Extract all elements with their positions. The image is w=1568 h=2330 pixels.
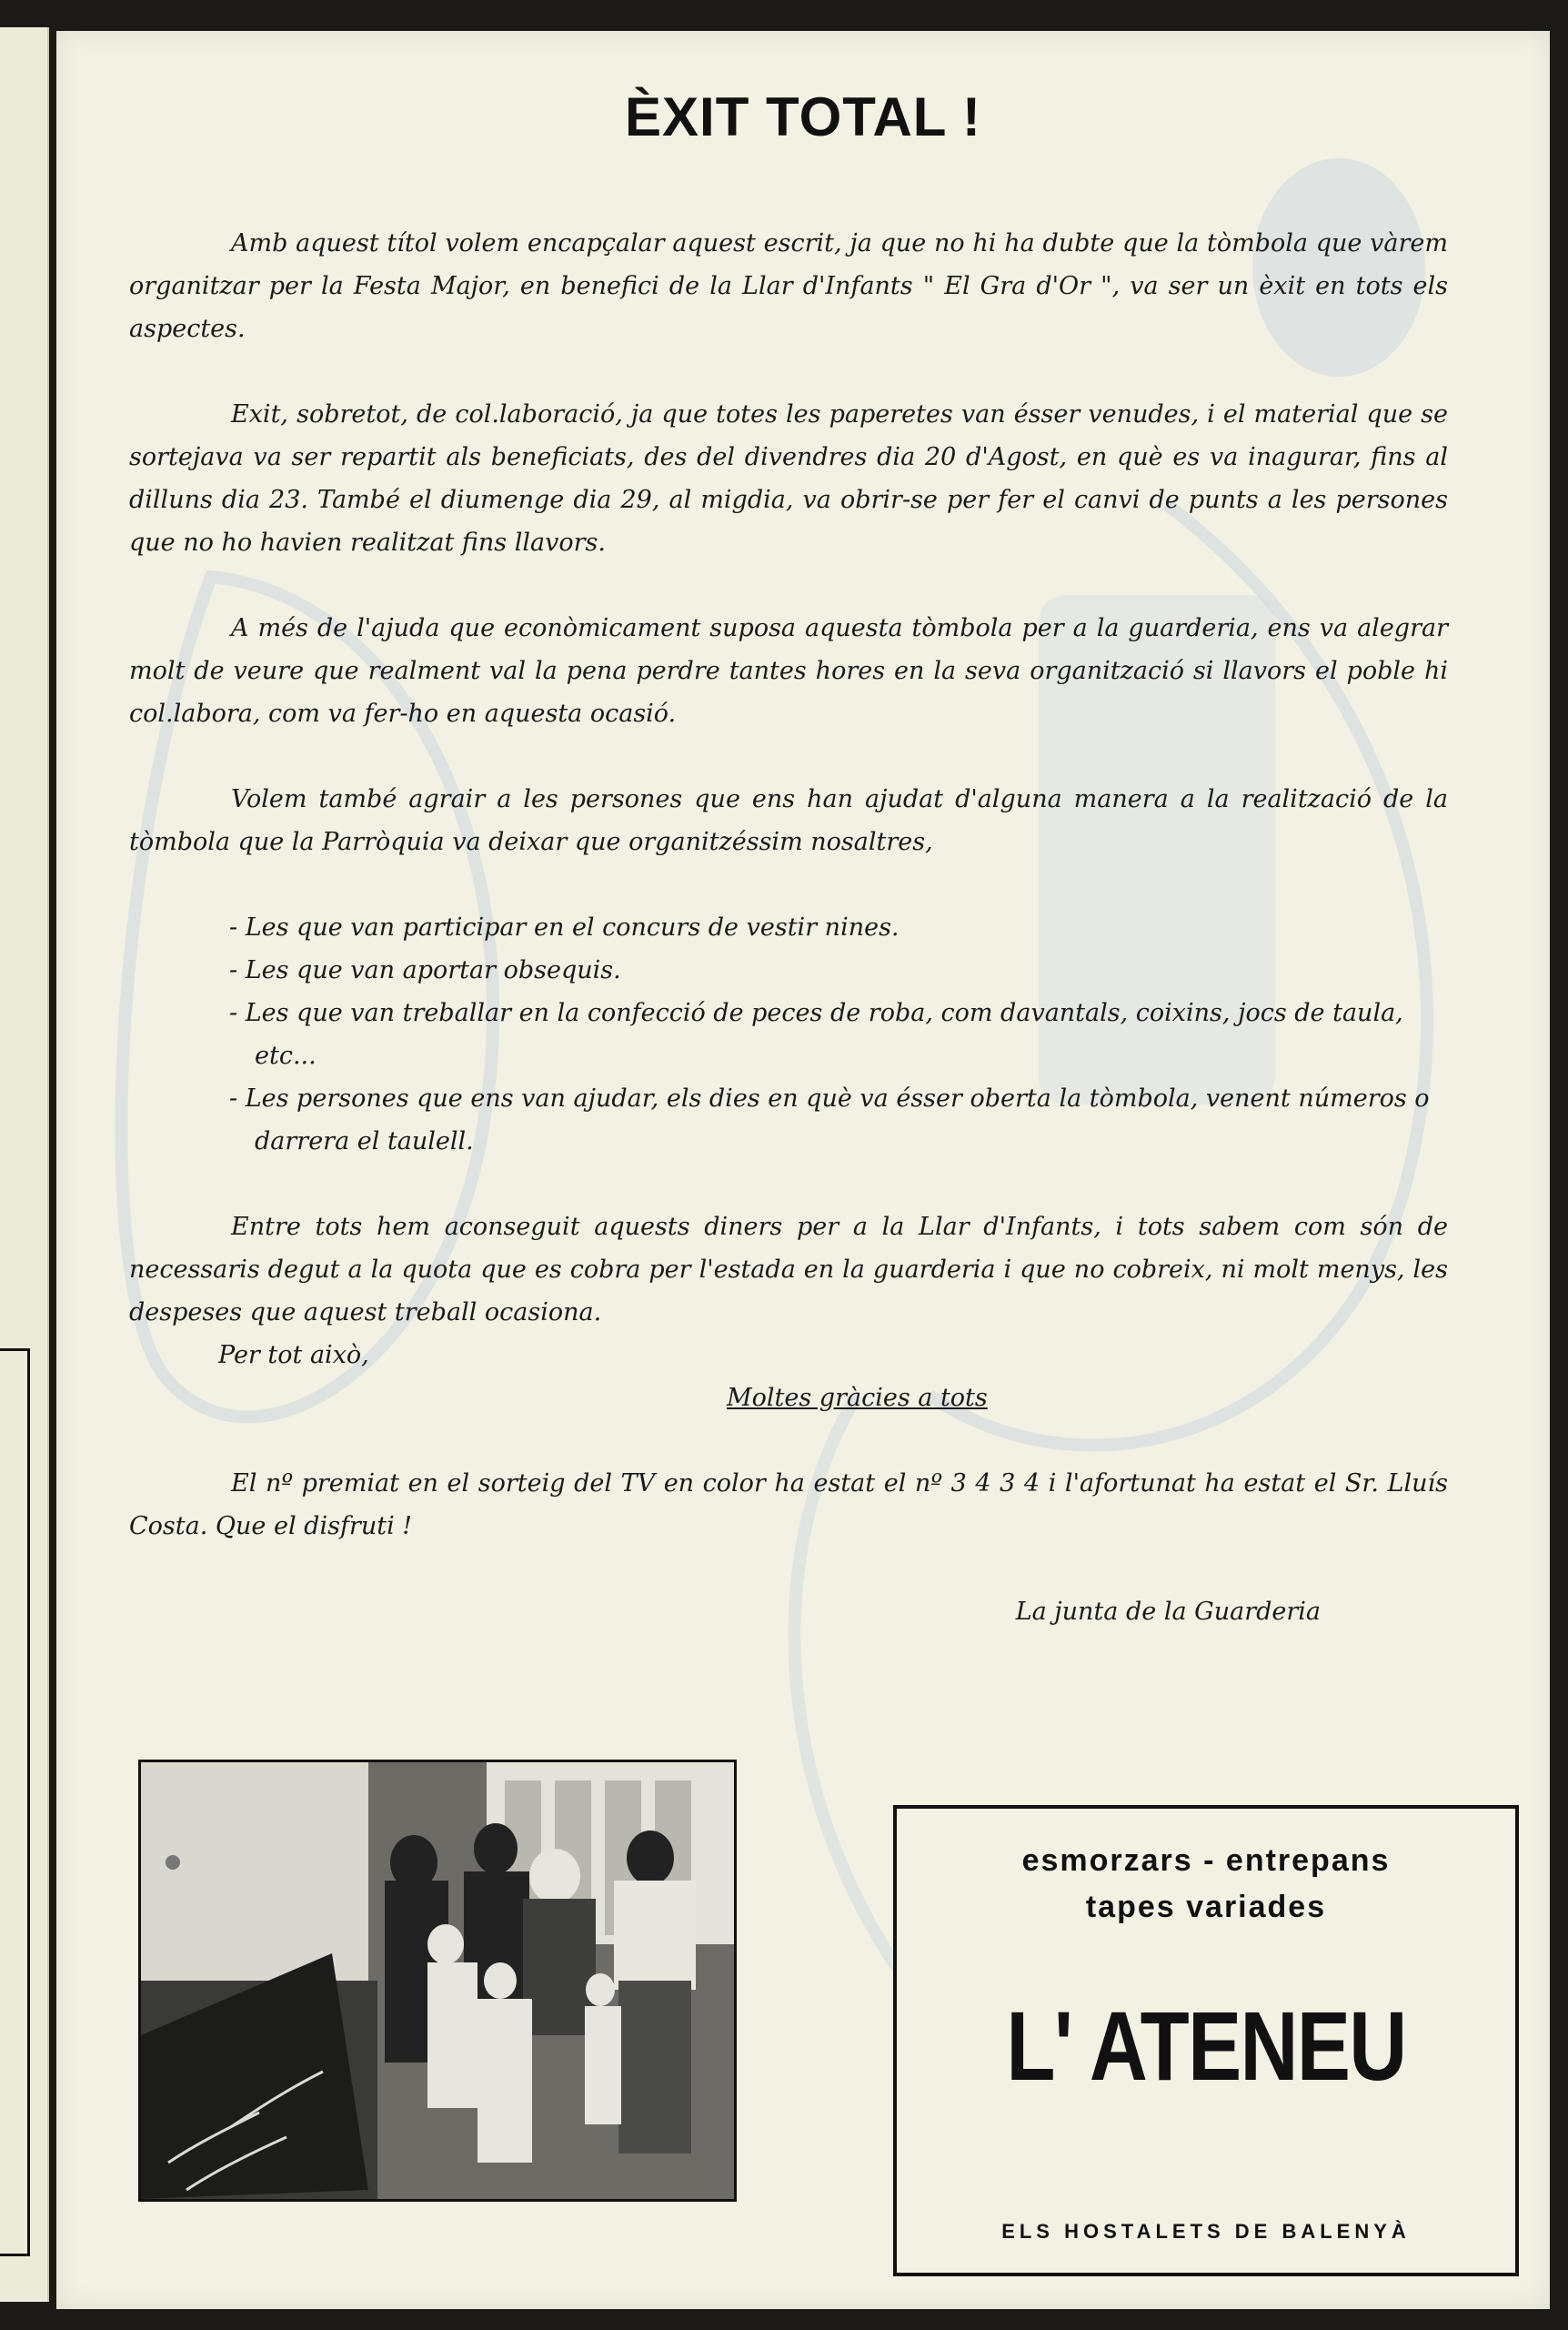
paragraph-help: A més de l'ajuda que econòmicament suposa aquesta tòmbola per a la guarderia, ens va alegrar molt de veure que realment val la pena perdre tantes hores en la seva organització si llavors el poble hi col.labora, com va fer-ho en aquesta ocasió. (129, 614, 1448, 728)
article-body (129, 222, 1448, 1633)
list-item: - Les persones que ens van ajudar, els dies en què va ésser oberta la tòmbola, venent números o darrera el taulell. (229, 1084, 1430, 1155)
article-title: ÈXIT TOTAL ! (624, 86, 981, 147)
adjacent-page-box (0, 1348, 30, 2256)
list-item: - Les que van participar en el concurs de vestir nines. (229, 913, 900, 942)
paragraph-closing: Entre tots hem aconseguit aquests diners per a la Llar d'Infants, i tots sabem com són de necessaris degut a la quota que es cobra per l'estada en la guarderia i que no cobreix, ni molt menys, les despeses que aquest treball ocasiona. (129, 1213, 1448, 1326)
photo-image (141, 1762, 734, 2199)
thanks-list (129, 906, 1448, 1163)
paragraph-intro: Amb aquest títol volem encapçalar aquest escrit, ja que no hi ha dubte que la tòmbola que vàrem organitzar per la Festa Major, en benefici de la Llar d'Infants " El Gra d'Or ", va ser un èxit en tots els aspectes. (129, 229, 1448, 343)
signature: La junta de la Guarderia (1015, 1598, 1321, 1626)
advert-brand: L' ATENEU (1006, 1991, 1406, 2101)
paragraph-collaboration: Exit, sobretot, de col.laboració, ja que totes les paperetes van ésser venudes, i el material que se sortejava va ser repartit als beneficiats, des del divendres dia 20 d'Agost, en què es va inagurar, fins al dilluns dia 23. També el diumenge dia 29, al migdia, va obrir-se per fer el canvi de punts a les persones que no ho havien realitzat fins llavors. (129, 400, 1448, 557)
photo-tombola (138, 1760, 737, 2202)
magazine-page (56, 31, 1550, 2309)
per-tot-aixo: Per tot això, (218, 1341, 369, 1369)
paragraph-thanks: Volem també agrair a les persones que ens han ajudat d'alguna manera a la realització de la tòmbola que la Parròquia va deixar que organitzéssim nosaltres, (129, 785, 1448, 856)
ateneu-advert (893, 1805, 1519, 2276)
prize-note: El nº premiat en el sorteig del TV en color ha estat el nº 3 4 3 4 i l'afortunat ha estat el Sr. Lluís Costa. Que el disfruti ! (129, 1469, 1448, 1540)
list-item: - Les que van treballar en la confecció de peces de roba, com davantals, coixins, jocs de taula, etc... (229, 999, 1403, 1070)
thanks-line: Moltes gràcies a tots (727, 1384, 988, 1412)
advert-line-breakfast: esmorzars - entrepans (1021, 1843, 1391, 1878)
list-item: - Les que van aportar obsequis. (229, 956, 621, 984)
advert-line-tapas: tapes variades (1085, 1890, 1327, 1924)
advert-town: ELS HOSTALETS DE BALENYÀ (1001, 2220, 1411, 2243)
adjacent-page-edge (0, 27, 49, 2302)
